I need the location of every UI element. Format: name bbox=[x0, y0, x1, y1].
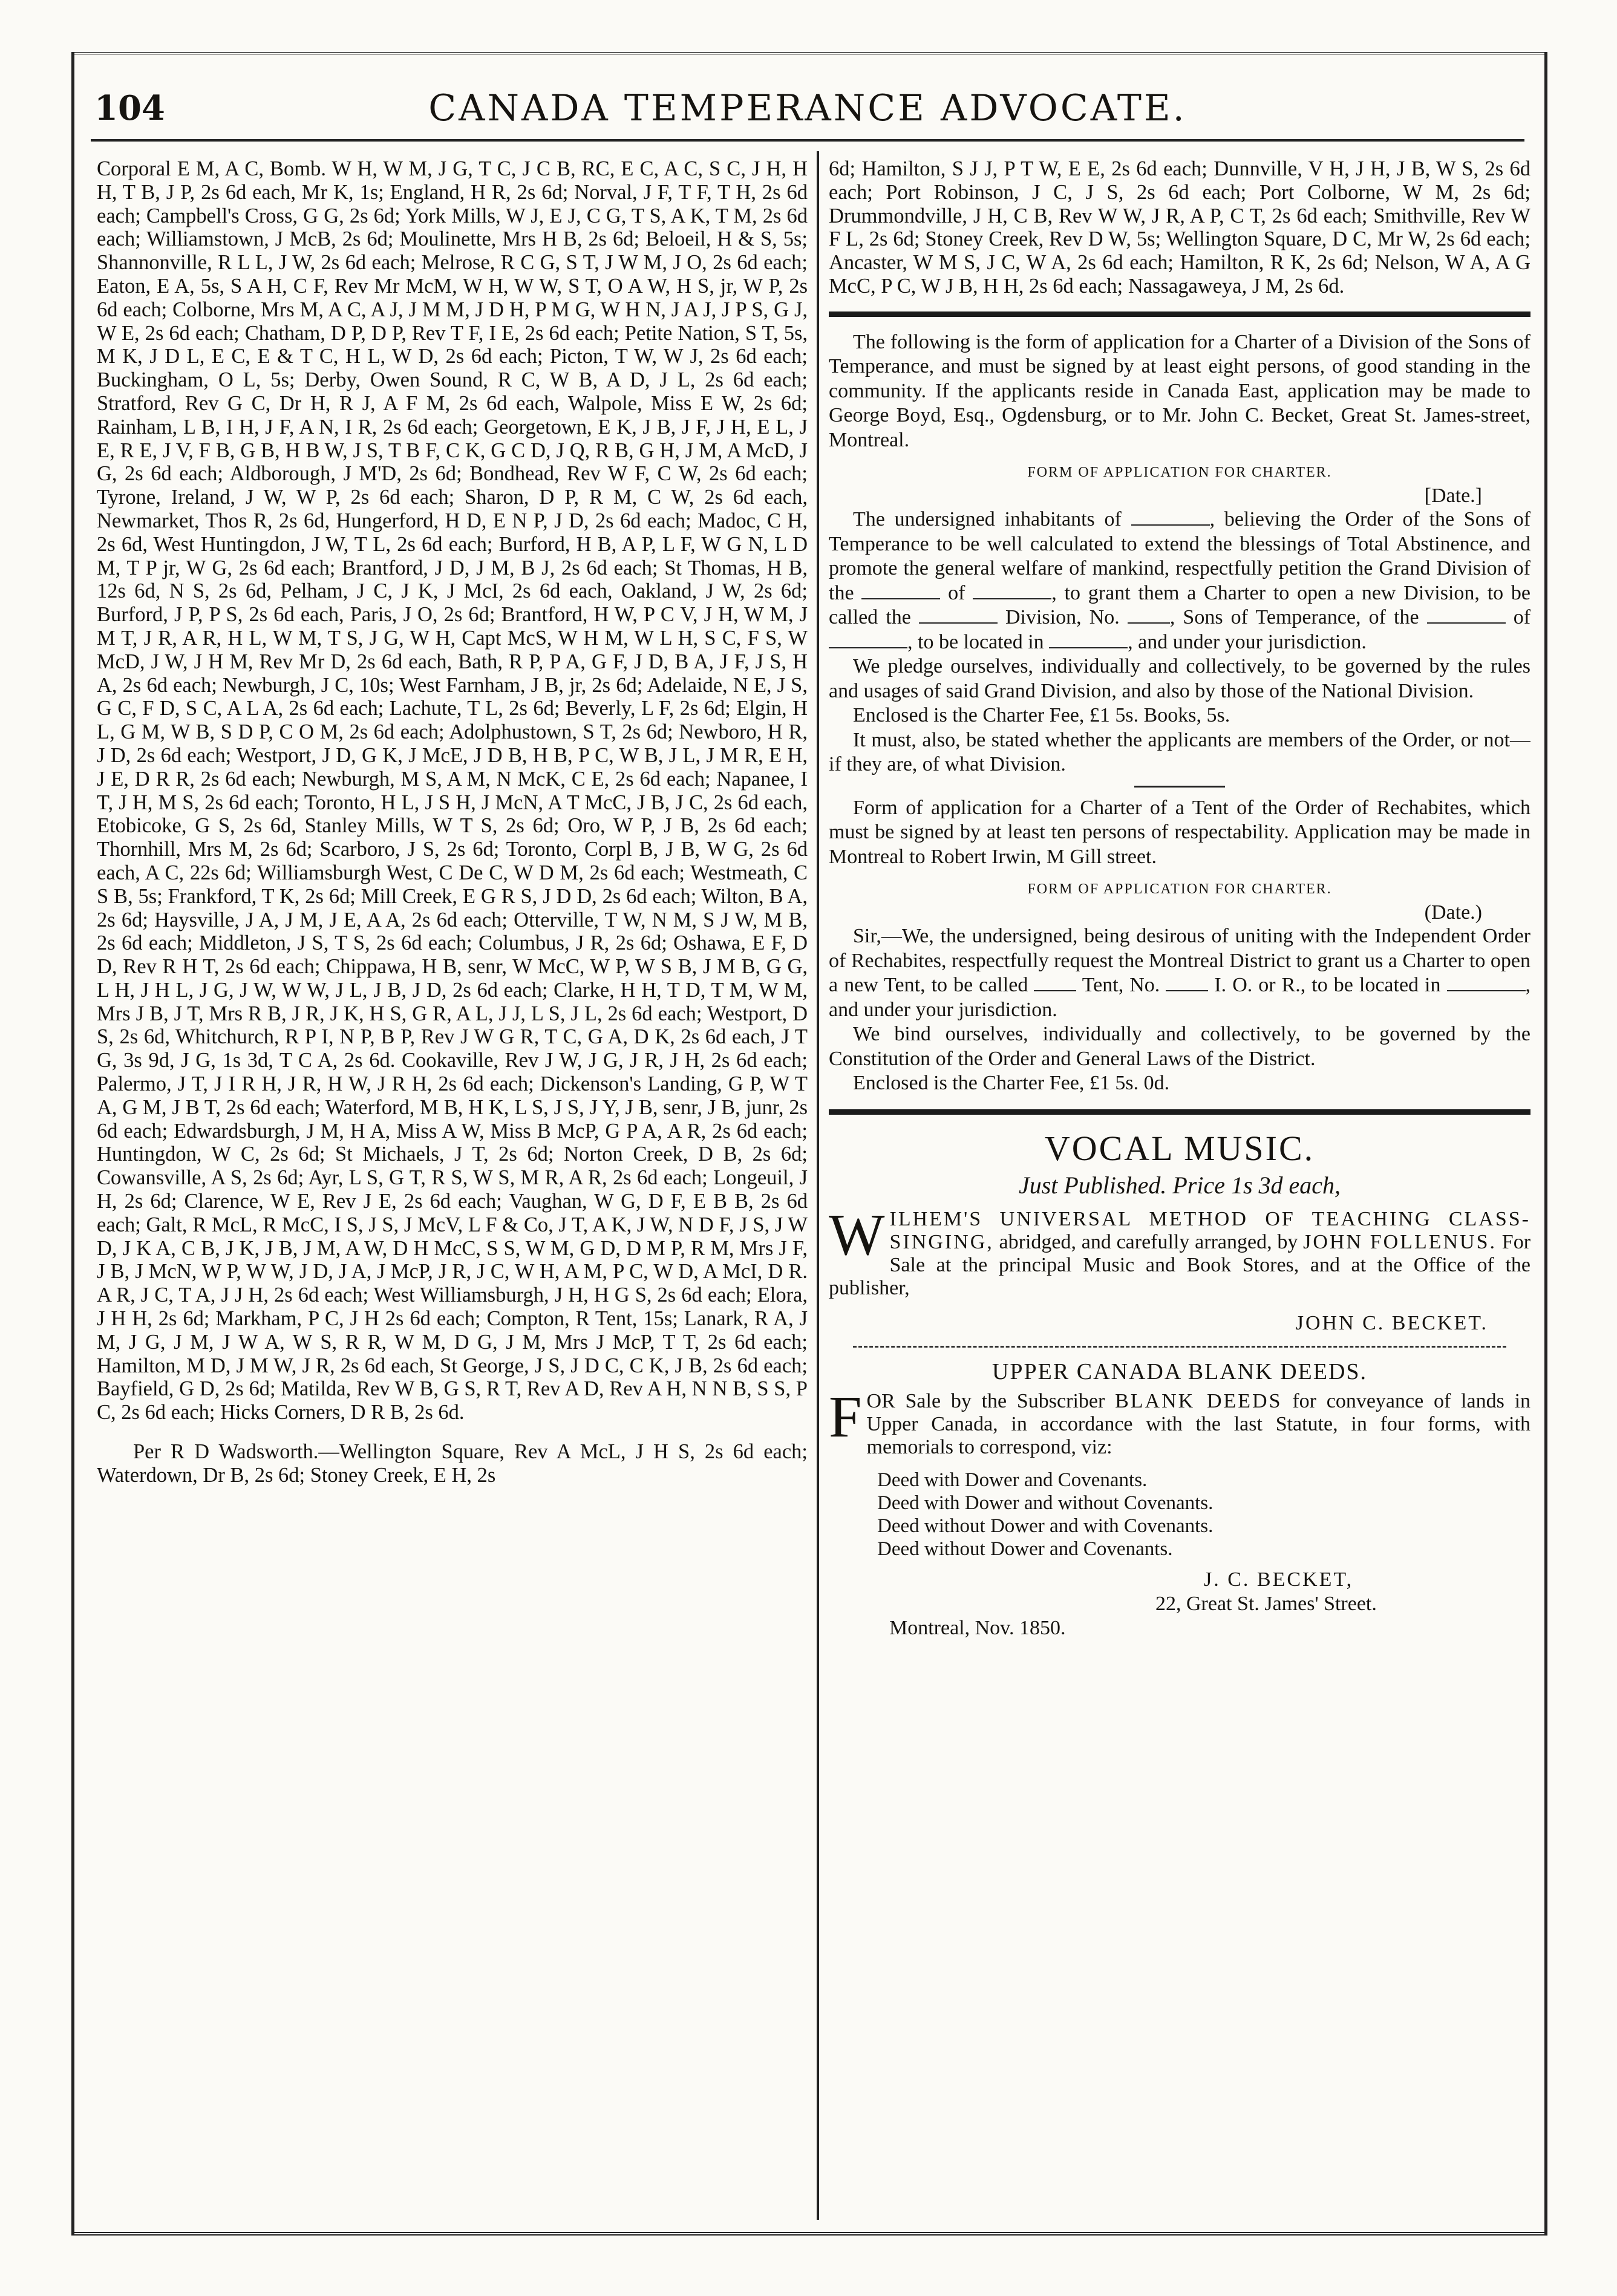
list-item: Deed without Dower and Covenants. bbox=[877, 1538, 1173, 1560]
vocal-music-text: For Sale at the principal Music and Book Stores, and at the Office of the publisher, bbox=[829, 1230, 1530, 1299]
drop-cap-letter: W bbox=[829, 1202, 885, 1268]
list-item: Deed with Dower and without Covenants. bbox=[877, 1492, 1214, 1514]
fill-in-blank bbox=[973, 584, 1051, 599]
sons-form-fee: Enclosed is the Charter Fee, £1 5s. Books, 5s. bbox=[853, 704, 1230, 727]
column-divider bbox=[817, 151, 819, 2220]
vocal-music-title: VOCAL MUSIC. bbox=[1044, 1128, 1315, 1168]
fill-in-blank bbox=[1166, 976, 1208, 991]
blank-deeds-emphasis: BLANK DEEDS bbox=[1115, 1389, 1282, 1412]
rechabites-form-heading: FORM OF APPLICATION FOR CHARTER. bbox=[1027, 881, 1332, 898]
sons-form-date: [Date.] bbox=[1424, 484, 1482, 507]
sons-form-text: The undersigned inhabitants of bbox=[853, 508, 1122, 531]
sons-form-heading: FORM OF APPLICATION FOR CHARTER. bbox=[1027, 465, 1332, 481]
blank-deeds-advertisement bbox=[829, 1358, 1530, 1640]
acknowledgements-continued: 6d; Hamilton, S J J, P T W, E E, 2s 6d each; Dunnville, V H, J H, J B, W S, 2s 6d each; Port Robinson, J C, J S, 2s 6d each; Port Colborne, W M, 2s 6d; Drummondville, J H, C B, Rev W W, J R, A P, C T, 2s 6d each; Smithville, Rev W F L, 2s 6d; Stoney Creek, Rev D W, 5s; Wellington Square, D C, Mr W, 2s 6d each; Ancaster, W M S, J C, W A, 2s 6d each; Hamilton, R K, 2s 6d; Nelson, W A, A G McC, P C, W J B, H H, 2s 6d each; Nassagaweya, J M, 2s 6d. bbox=[829, 157, 1530, 298]
deed-forms-list bbox=[877, 1469, 1530, 1561]
rechabites-form-text: Sir,—We, the undersigned, being desirous of uniting with the Independent Order of Rechabites, respectfully request the Montreal District to grant us a Charter to open a new Tent, to be called bbox=[829, 925, 1530, 997]
fill-in-blank bbox=[1131, 510, 1210, 526]
sons-form-text: , believing the Order of the Sons of Temperance to be well calculated to extend the blessings of Total Abstinence, and promote the general welfare of mankind, respectfully petition the Grand Division of the bbox=[829, 508, 1530, 604]
fill-in-blank bbox=[919, 608, 998, 624]
page-header bbox=[91, 85, 1524, 142]
sons-form-body bbox=[829, 507, 1530, 654]
rechabites-form-body bbox=[829, 924, 1530, 1022]
section-divider-short bbox=[1134, 786, 1225, 788]
section-rule bbox=[829, 1109, 1530, 1115]
sons-form-text: Division, No. bbox=[1005, 606, 1120, 629]
rechabites-form-pledge: We bind ourselves, individually and collectively, to be governed by the Constitution of the Order and General Laws of the District. bbox=[829, 1023, 1530, 1070]
rechabites-form-text: Tent, No. bbox=[1082, 974, 1160, 997]
per-wadsworth-acknowledgements: Per R D Wadsworth.—Wellington Square, Rev A McL, J H S, 2s 6d each; Waterdown, Dr B, 2s 6d; Stoney Creek, E H, 2s bbox=[97, 1440, 808, 1487]
rechabites-form-fee: Enclosed is the Charter Fee, £1 5s. 0d. bbox=[853, 1072, 1170, 1095]
sons-charter-intro: The following is the form of application for a Charter of a Division of the Sons of Temperance, and must be signed by at least eight persons, of good standing in the community. If the applicants reside in Canada East, application may be made to George Boyd, Esq., Ogdensburg, or to Mr. John C. Becket, Great St. James-street, Montreal. bbox=[829, 330, 1530, 451]
fill-in-blank bbox=[1049, 633, 1128, 648]
vocal-music-subtitle: Just Published. Price 1s 3d each, bbox=[1018, 1171, 1341, 1199]
vocal-music-text: abridged, and carefully arranged, by bbox=[999, 1230, 1298, 1253]
acknowledgements-list: Corporal E M, A C, Bomb. W H, W M, J G, T C, J C B, RC, E C, A C, S C, J H, H H, T B, J P, 2s 6d each, Mr K, 1s; England, H R, 2s 6d; Norval, J F, T F, T H, 2s 6d each; Campbell's Cross, G G, 2s 6d; York Mills, W J, E J, C G, T S, A K, T M, 2s 6d each; Williamstown, J McB, 2s 6d; Moulinette, Mrs H B, 2s 6d; Beloeil, H & S, 5s; Shannonville, R L L, J W, 2s 6d each; Melrose, R C G, S T, J W M, J O, 2s 6d each; Eaton, E A, 5s, S A H, C F, Rev Mr McM, W H, W W, S T, O A W, H S, jr, W P, 2s 6d each; Colborne, Mrs M, A C, A J, J M M, J D H, P M G, W H N, J A J, J P S, G J, W E, 2s 6d each; Chatham, D P, D P, Rev T F, I E, 2s 6d each; Petite Nation, S T, 5s, M K, J D L, E C, E & T C, H L, W D, 2s 6d each; Picton, T W, W J, 2s 6d each; Buckingham, O L, 5s; Derby, Owen Sound, R C, W B, A D, J L, 2s 6d each; Stratford, Rev G C, Dr H, R J, A F M, 2s 6d each, Walpole, Miss E W, 2s 6d; Rainham, L B, I H, J F, A N, I R, 2s 6d each; Georgetown, E K, J B, J F, J H, E L, J E, R E, J V, F B, G B, H B W, J S, T B F, C K, G C D, J Q, R B, G H, J M, A McD, J G, 2s 6d each; Aldborough, J M'D, 2s 6d; Bondhead, Rev W F, C W, 2s 6d each; Tyrone, Ireland, J W, W P, 2s 6d each; Sharon, D P, R M, C W, 2s 6d each, Newmarket, Thos R, 2s 6d, Hungerford, H D, E N P, J D, 2s 6d each; Madoc, C H, 2s 6d, West Huntingdon, J W, T L, 2s 6d each; Burford, H B, A P, L F, W G N, L D M, T P jr, W G, 2s 6d each; Brantford, J D, J M, B J, 2s 6d each; St Thomas, H B, 12s 6d, N S, 2s 6d, Pelham, J C, J K, J McI, 2s 6d each, Oakland, J W, 2s 6d; Burford, J P, P S, 2s 6d each, Paris, J O, 2s 6d; Brantford, H W, P C V, J H, W M, J M T, J R, A R, H L, W M, T S, J G, W H, Capt McS, W H M, W L H, S C, F S, W McD, J W, J H M, Rev Mr D, 2s 6d each, Bath, R P, P A, G F, J D, B A, J F, J S, H A, 2s 6d each; Newburgh, J C, 10s; West Farnham, J B, jr, 2s 6d; Adelaide, N E, J S, G C, F D, S C, A L A, 2s 6d each; Lachute, T L, 2s 6d; Beverly, L F, 2s 6d; Elgin, H L, G M, W B, S D P, C O M, 2s 6d each; Adolphustown, S T, 2s 6d; Newboro, H R, J D, 2s 6d each; Westport, J D, G K, J McE, J D B, H B, P C, W B, J L, J M R, E H, J E, D R R, 2s 6d each; Newburgh, M S, A M, N McK, C E, 2s 6d each; Napanee, I T, J H, M S, 2s 6d each; Toronto, H L, J S H, J McN, A T McC, J B, J C, 2s 6d each, Etobicoke, G S, 2s 6d, Stanley Mills, W T S, 2s 6d; Oro, W P, J B, 2s 6d each; Thornhill, Mrs M, 2s 6d; Scarboro, J S, 2s 6d; Toronto, Corpl B, J B, W G, 2s 6d each, A C, 22s 6d; Williamsburgh West, C De C, W D M, 2s 6d each; Westmeath, C S B, 5s; Frankford, T K, 2s 6d; Mill Creek, E G R S, J D D, 2s 6d each; Wilton, B A, 2s 6d; Haysville, J A, J M, J E, A A, 2s 6d each; Otterville, T W, N M, S J W, M B, 2s 6d each; Middleton, J S, T S, 2s 6d each; Columbus, J R, 2s 6d; Oshawa, E F, D D, Rev R H T, 2s 6d each; Chippawa, H B, senr, W McC, W P, W S B, J M B, G G, L H, J H L, J G, J W, W W, J L, J B, J D, 2s 6d each; Clarke, H H, T D, T M, W M, Mrs J B, J T, Mrs R B, J R, J K, H S, G R, A L, J J, L S, J L, 2s 6d each; Westport, D S, 2s 6d, Whitchurch, R P I, N P, B P, Rev J W G R, T C, G A, D K, 2s 6d each, J T G, 3s 9d, J G, 1s 3d, T C A, 2s 6d. Cookaville, Rev J W, J G, J R, J H, 2s 6d each; Palermo, J T, J I R H, J R, H W, J R H, 2s 6d each; Dickenson's Landing, G P, W T A, G M, J B T, 2s 6d each; Waterford, M B, H K, L S, J S, J Y, J B, senr, J B, junr, 2s 6d each; Edwardsburgh, J M, H A, Miss A W, Miss B McP, G P A, A R, 2s 6d each; Huntingdon, W C, 2s 6d; St Michaels, J T, 2s 6d; Norton Creek, D B, 2s 6d; Cowansville, A S, 2s 6d; Ayr, L S, G T, R S, W S, M R, A R, 2s 6d each; Longeuil, J H, 2s 6d; Clarence, W E, Rev J E, 2s 6d each; Vaughan, W G, D F, E B B, 2s 6d each; Galt, R McL, R McC, I S, J S, J McV, L F & Co, J T, A K, J W, N D F, J S, J W D, J K A, C B, J K, J B, J M, A W, D H McC, S S, W M, G D, D M P, R M, Mrs J F, J B, J McN, W P, W W, J D, J A, J McP, J R, J C, W H, A M, P C, W D, A McI, D R. A R, J C, T A, J J H, 2s 6d each; West Williamsburgh, J H, H G S, 2s 6d each; Elora, J H H, 2s 6d; Markham, P C, J H 2s 6d each; Compton, R Tent, 15s; Lanark, R A, J M, J G, J M, J W A, W S, R R, W M, D G, J M, Mrs J McP, T T, 2s 6d each; Hamilton, M D, J M W, J R, 2s 6d each, St George, J S, J D C, C K, J B, 2s 6d each; Bayfield, G D, 2s 6d; Matilda, Rev W B, G S, R T, Rev A D, Rev A H, N N B, S S, P C, 2s 6d each; Hicks Corners, D R B, 2s 6d. bbox=[97, 157, 808, 1424]
rechabites-form-text: , and under your jurisdiction. bbox=[829, 974, 1530, 1021]
blank-deeds-text: for conveyance of lands in Upper Canada, in accordance with the last Statute, in four forms, with memorials to correspond, viz: bbox=[866, 1389, 1530, 1458]
page-number: 104 bbox=[94, 88, 165, 128]
sons-form-text: of bbox=[948, 581, 965, 604]
sons-of-temperance-charter-section bbox=[829, 330, 1530, 777]
fill-in-blank bbox=[1034, 976, 1076, 991]
fill-in-blank bbox=[829, 633, 907, 648]
vocal-music-author: JOHN FOLLENUS. bbox=[1303, 1230, 1497, 1253]
sons-form-note: It must, also, be stated whether the applicants are members of the Order, or not—if they are, of what Division. bbox=[829, 728, 1530, 776]
sons-form-text: of bbox=[1513, 606, 1530, 629]
sons-form-text: , and under your jurisdiction. bbox=[1128, 630, 1367, 653]
blank-deeds-address: 22, Great St. James' Street. bbox=[1155, 1592, 1377, 1615]
blank-deeds-dateline: Montreal, Nov. 1850. bbox=[889, 1616, 1066, 1639]
drop-cap-letter: F bbox=[829, 1384, 862, 1450]
blank-deeds-signature-block bbox=[829, 1568, 1530, 1640]
advertisement-divider bbox=[853, 1346, 1506, 1348]
fill-in-blank bbox=[1447, 976, 1526, 991]
left-column bbox=[97, 157, 808, 2214]
blank-deeds-signature: J. C. BECKET, bbox=[1204, 1568, 1354, 1591]
journal-title: CANADA TEMPERANCE ADVOCATE. bbox=[428, 87, 1187, 129]
sons-form-pledge: We pledge ourselves, individually and collectively, to be governed by the rules and usages of said Grand Division, and also by those of the National Division. bbox=[829, 655, 1530, 702]
vocal-music-advertisement bbox=[829, 1128, 1530, 1335]
list-item: Deed with Dower and Covenants. bbox=[877, 1469, 1148, 1491]
fill-in-blank bbox=[1427, 608, 1506, 624]
rechabites-charter-intro: Form of application for a Charter of a Tent of the Order of Rechabites, which must be signed by at least ten persons of respectability. Application may be made in Montreal to Robert Irwin, M Gill street. bbox=[829, 796, 1530, 868]
fill-in-blank bbox=[1128, 608, 1170, 624]
list-item: Deed without Dower and with Covenants. bbox=[877, 1515, 1214, 1537]
sons-form-text: , to grant them a Charter to open a new Division, to be called the bbox=[829, 581, 1530, 629]
rechabites-charter-section bbox=[829, 796, 1530, 1096]
vocal-music-book-title: ILHEM'S UNIVERSAL METHOD OF TEACHING CLASS-SINGING, bbox=[889, 1207, 1530, 1253]
blank-deeds-text: OR Sale by the Subscriber bbox=[866, 1389, 1105, 1412]
rechabites-form-date: (Date.) bbox=[1424, 901, 1482, 924]
vocal-music-body bbox=[829, 1202, 1530, 1300]
vocal-music-publisher: JOHN C. BECKET. bbox=[1295, 1311, 1488, 1334]
blank-deeds-body bbox=[829, 1384, 1530, 1459]
right-column bbox=[829, 157, 1530, 2214]
section-rule bbox=[829, 311, 1530, 317]
rechabites-form-text: I. O. or R., to be located in bbox=[1214, 974, 1441, 997]
blank-deeds-title: UPPER CANADA BLANK DEEDS. bbox=[991, 1358, 1368, 1384]
fill-in-blank bbox=[861, 584, 940, 599]
sons-form-text: , Sons of Temperance, of the bbox=[1169, 606, 1419, 629]
sons-form-text: , to be located in bbox=[907, 630, 1044, 653]
page-frame-bottom-rule bbox=[71, 2232, 1547, 2236]
